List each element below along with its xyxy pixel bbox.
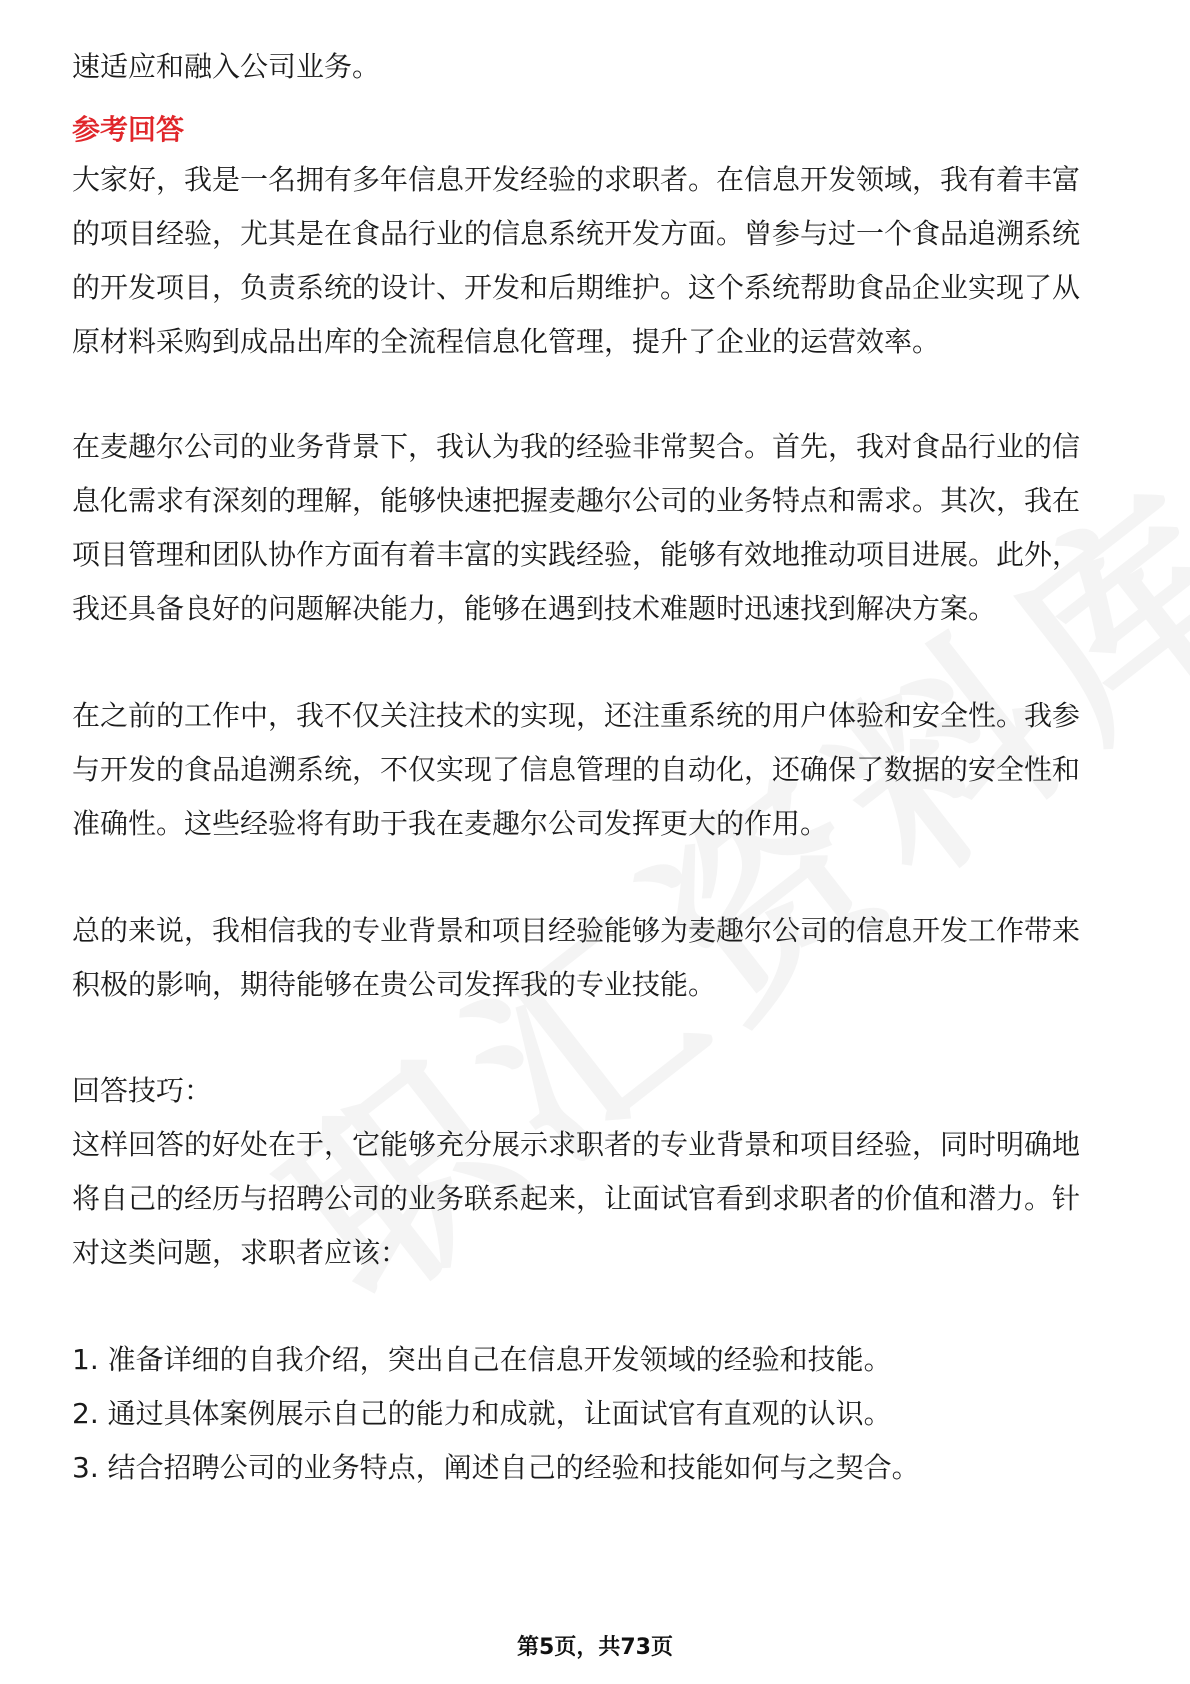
text-line: 速适应和融入公司业务。 — [72, 50, 381, 83]
text-line: 准确性。这些经验将有助于我在麦趣尔公司发挥更大的作用。 — [72, 807, 829, 840]
text-line: 大家好，我是一名拥有多年信息开发经验的求职者。在信息开发领域，我有着丰富 — [72, 163, 1081, 196]
text-line: 项目管理和团队协作方面有着丰富的实践经验，能够有效地推动项目进展。此外， — [72, 538, 1081, 571]
page-number: 第5页，共73页 — [517, 1635, 673, 1660]
text-line: 原材料采购到成品出库的全流程信息化管理，提升了企业的运营效率。 — [72, 325, 941, 358]
list-item: 1. 准备详细的自我介绍，突出自己在信息开发领域的经验和技能。 — [72, 1343, 892, 1376]
text-line: 将自己的经历与招聘公司的业务联系起来，让面试官看到求职者的价值和潜力。针 — [72, 1182, 1081, 1215]
text-line: 我还具备良好的问题解决能力，能够在遇到技术难题时迅速找到解决方案。 — [72, 592, 997, 625]
list-item: 3. 结合招聘公司的业务特点，阐述自己的经验和技能如何与之契合。 — [72, 1451, 920, 1484]
text-line: 与开发的食品追溯系统，不仅实现了信息管理的自动化，还确保了数据的安全性和 — [72, 753, 1081, 786]
text-line: 对这类问题，求职者应该： — [72, 1236, 409, 1269]
text-line: 的项目经验，尤其是在食品行业的信息系统开发方面。曾参与过一个食品追溯系统 — [72, 217, 1081, 250]
text-line: 在麦趣尔公司的业务背景下，我认为我的经验非常契合。首先，我对食品行业的信 — [72, 430, 1081, 463]
text-line: 在之前的工作中，我不仅关注技术的实现，还注重系统的用户体验和安全性。我参 — [72, 699, 1081, 732]
section-heading: 参考回答 — [72, 113, 185, 146]
list-item: 2. 通过具体案例展示自己的能力和成就，让面试官有直观的认识。 — [72, 1397, 892, 1430]
text-line: 的开发项目，负责系统的设计、开发和后期维护。这个系统帮助食品企业实现了从 — [72, 271, 1081, 304]
text-line: 这样回答的好处在于，它能够充分展示求职者的专业背景和项目经验，同时明确地 — [72, 1128, 1081, 1161]
text-line: 息化需求有深刻的理解，能够快速把握麦趣尔公司的业务特点和需求。其次，我在 — [72, 484, 1081, 517]
tips-heading: 回答技巧： — [72, 1074, 213, 1107]
text-line: 积极的影响，期待能够在贵公司发挥我的专业技能。 — [72, 968, 717, 1001]
text-line: 总的来说，我相信我的专业背景和项目经验能够为麦趣尔公司的信息开发工作带来 — [72, 914, 1081, 947]
